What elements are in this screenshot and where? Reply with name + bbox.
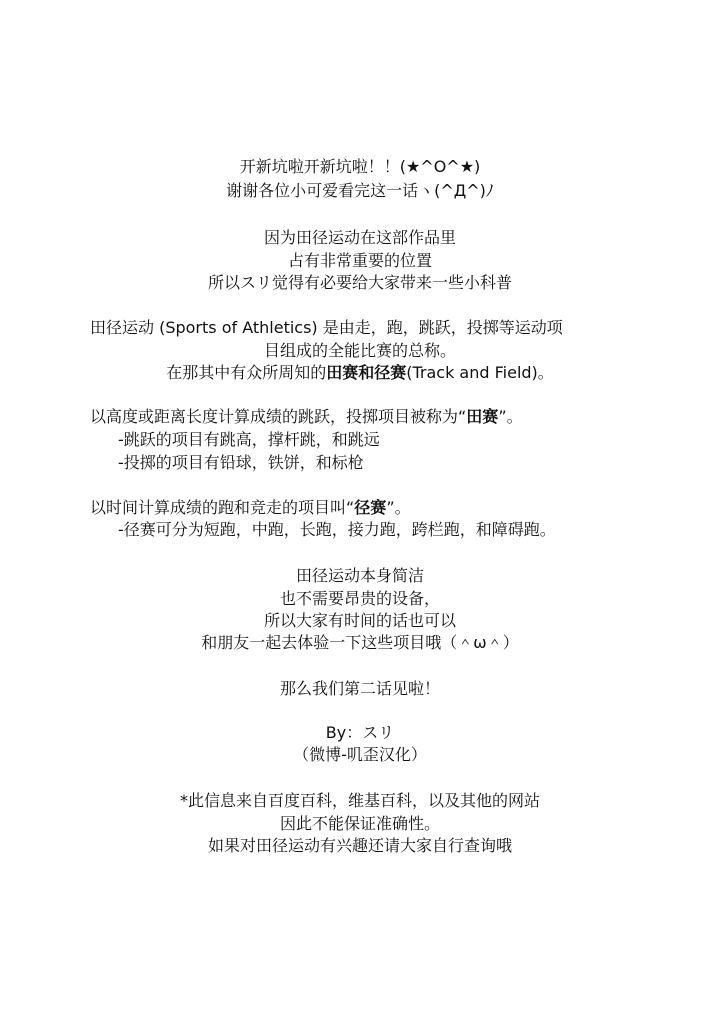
reason-line-2: 占有非常重要的位置: [287, 251, 432, 270]
definition-prefix: 在那其中有众所周知的: [166, 363, 327, 382]
closing-line: 那么我们第二话见啦！: [279, 679, 440, 698]
simple-line-2: 也不需要昂贵的设备，: [279, 589, 440, 608]
field-intro-suffix: ”。: [498, 407, 523, 426]
definition-line-1: 田径运动 (Sports of Athletics) 是由走，跑，跳跃，投掷等运动项: [90, 318, 563, 337]
disclaimer-line-3: 如果对田径运动有兴趣还请大家自行查询哦: [207, 836, 512, 855]
signature-by: By：スリ: [325, 723, 395, 742]
simple-line-4: 和朋友一起去体验一下这些项目哦（＾ω＾）: [201, 633, 519, 652]
definition-suffix: (Track and Field)。: [406, 363, 554, 382]
track-intro-prefix: 以时间计算成绩的跑和竞走的项目叫“: [90, 498, 355, 517]
field-jumps: -跳跃的项目有跳高，撑杆跳，和跳远: [118, 430, 380, 449]
reason-line-3: 所以スリ觉得有必要给大家带来一些小科普: [207, 273, 512, 292]
field-intro: [90, 406, 710, 428]
field-intro-prefix: 以高度或距离长度计算成绩的跳跃，投掷项目被称为“: [90, 407, 467, 426]
disclaimer-line-1: *此信息来自百度百科，维基百科，以及其他的网站: [179, 791, 540, 810]
track-intro-suffix: ”。: [386, 498, 411, 517]
definition-bold-term: 田赛和径赛: [326, 363, 407, 382]
field-throws: -投掷的项目有铅球，铁饼，和标枪: [118, 453, 364, 472]
field-term: 田赛: [466, 407, 499, 426]
track-intro: [90, 497, 710, 519]
intro-line-1: 开新坑啦开新坑啦！！(★^O^★): [239, 157, 481, 176]
intro-line-2: 谢谢各位小可爱看完这一话ヽ(^Д^)ﾉ: [226, 181, 494, 200]
track-term: 径赛: [354, 498, 387, 517]
definition-line-3: [0, 362, 720, 384]
simple-line-1: 田径运动本身简洁: [295, 566, 424, 585]
simple-line-3: 所以大家有时间的话也可以: [263, 611, 456, 630]
disclaimer-line-2: 因此不能保证准确性。: [279, 814, 440, 833]
definition-line-2: 目组成的全能比赛的总称。: [263, 341, 456, 360]
track-events: -径赛可分为短跑，中跑，长跑，接力跑，跨栏跑，和障碍跑。: [118, 520, 556, 539]
reason-line-1: 因为田径运动在这部作品里: [263, 228, 456, 247]
signature-weibo: （微博-叽歪汉化）: [293, 745, 427, 764]
